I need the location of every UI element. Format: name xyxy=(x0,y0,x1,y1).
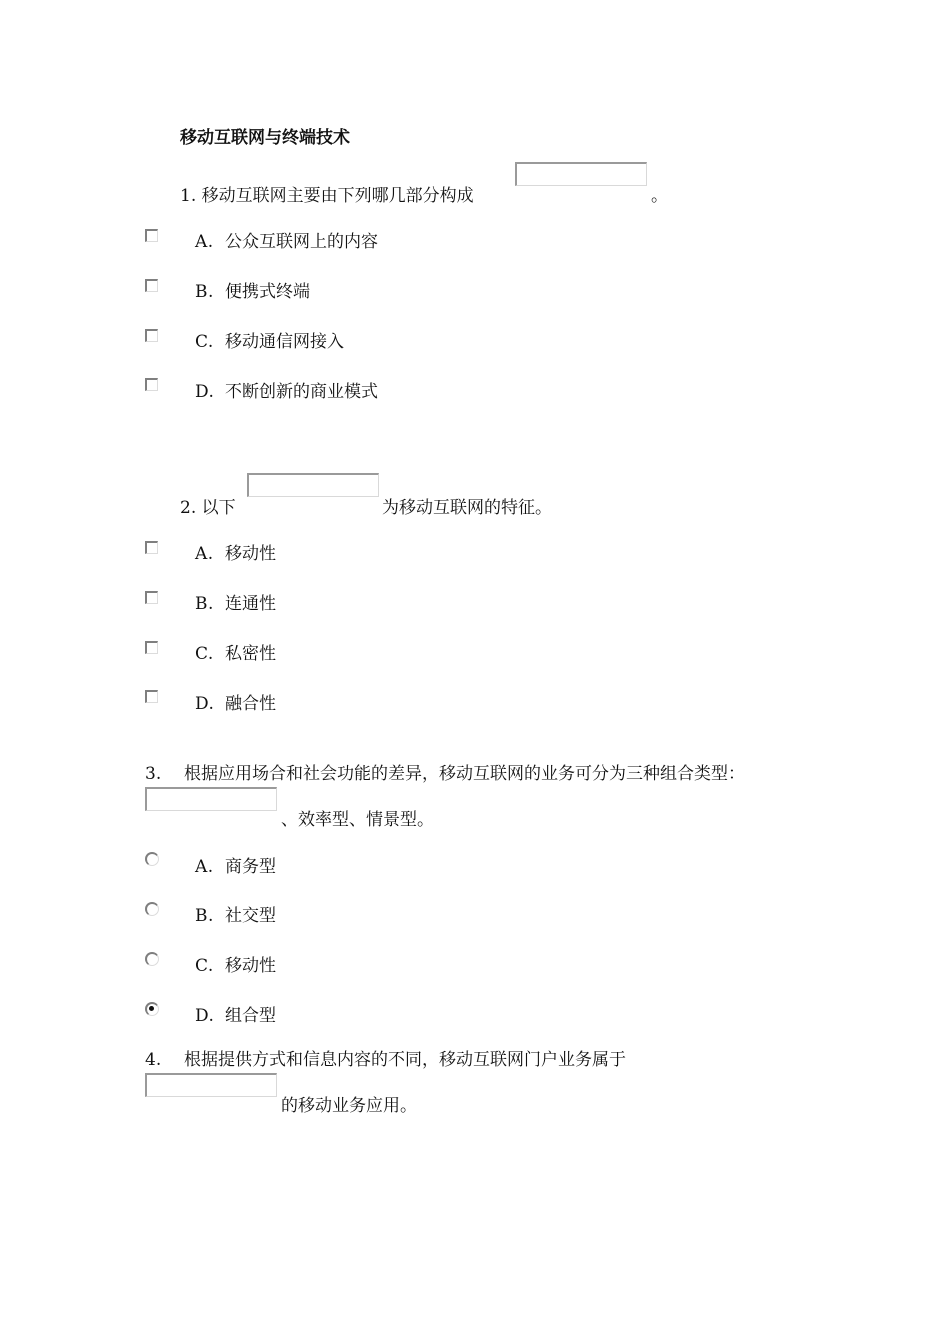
q3-option-d-letter: D. xyxy=(195,1006,215,1026)
q3-option-a-text: 商务型 xyxy=(225,857,276,877)
q2-option-b-letter: B. xyxy=(195,594,214,614)
q1-option-d-checkbox[interactable] xyxy=(145,378,158,391)
q2-option-c-letter: C. xyxy=(195,644,214,664)
q3-answer-blank[interactable] xyxy=(145,787,277,811)
q1-answer-blank[interactable] xyxy=(515,162,647,186)
q3-option-d-radio[interactable] xyxy=(145,1002,159,1016)
q1-option-c-text: 移动通信网接入 xyxy=(225,332,344,352)
q3-option-d-text: 组合型 xyxy=(225,1006,276,1026)
q2-option-d-checkbox[interactable] xyxy=(145,690,158,703)
q1-stem-end: 。 xyxy=(651,186,668,206)
page-title: 移动互联网与终端技术 xyxy=(180,128,350,148)
q2-stem-end: 为移动互联网的特征。 xyxy=(382,498,552,518)
q4-answer-blank[interactable] xyxy=(145,1073,277,1097)
q1-option-d-text: 不断创新的商业模式 xyxy=(225,382,378,402)
q3-option-a-radio[interactable] xyxy=(145,852,159,866)
q1-option-a-letter: A. xyxy=(195,232,214,252)
q2-option-a-checkbox[interactable] xyxy=(145,541,158,554)
q3-number: 3. xyxy=(145,764,162,784)
q2-answer-blank[interactable] xyxy=(247,473,379,497)
q1-option-a-checkbox[interactable] xyxy=(145,229,158,242)
q2-option-d-text: 融合性 xyxy=(225,694,276,714)
q3-option-c-radio[interactable] xyxy=(145,952,159,966)
q3-option-b-text: 社交型 xyxy=(225,906,276,926)
q3-stem-end: 、效率型、情景型。 xyxy=(281,810,434,830)
q2-option-b-checkbox[interactable] xyxy=(145,591,158,604)
q3-option-c-text: 移动性 xyxy=(225,956,276,976)
q4-number: 4. xyxy=(145,1050,162,1070)
q2-option-c-checkbox[interactable] xyxy=(145,641,158,654)
q2-option-a-letter: A. xyxy=(195,544,214,564)
q1-option-d-letter: D. xyxy=(195,382,215,402)
q1-option-c-checkbox[interactable] xyxy=(145,329,158,342)
q2-option-b-text: 连通性 xyxy=(225,594,276,614)
q3-option-b-radio[interactable] xyxy=(145,902,159,916)
q1-option-c-letter: C. xyxy=(195,332,214,352)
q2-option-d-letter: D. xyxy=(195,694,215,714)
q1-option-b-letter: B. xyxy=(195,282,214,302)
q4-stem: 根据提供方式和信息内容的不同，移动互联网门户业务属于 xyxy=(184,1050,626,1070)
q4-stem-end: 的移动业务应用。 xyxy=(281,1096,417,1116)
q3-option-c-letter: C. xyxy=(195,956,214,976)
q3-option-a-letter: A. xyxy=(195,857,214,877)
q3-stem: 根据应用场合和社会功能的差异，移动互联网的业务可分为三种组合类型： xyxy=(184,764,745,784)
q3-option-b-letter: B. xyxy=(195,906,214,926)
q1-stem: 1. 移动互联网主要由下列哪几部分构成 xyxy=(180,186,474,206)
q2-stem: 2. 以下 xyxy=(180,498,236,518)
q1-option-a-text: 公众互联网上的内容 xyxy=(225,232,378,252)
q1-option-b-checkbox[interactable] xyxy=(145,279,158,292)
q1-option-b-text: 便携式终端 xyxy=(225,282,310,302)
q2-option-a-text: 移动性 xyxy=(225,544,276,564)
q2-option-c-text: 私密性 xyxy=(225,644,276,664)
